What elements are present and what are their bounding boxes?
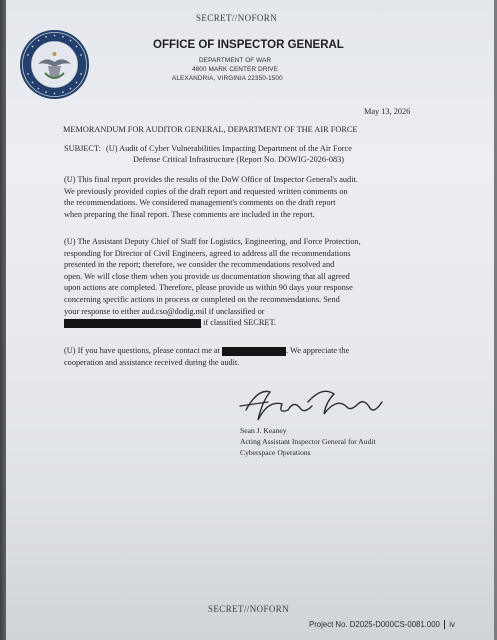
subject-label: SUBJECT:: [64, 144, 101, 153]
paragraph-3-part-1: (U) If you have questions, please contact me at: [64, 346, 220, 355]
paragraph-2-last-line: [64, 317, 276, 329]
paragraph-1-line: We previously provided copies of the draft report and requested written comments on: [64, 186, 348, 196]
letterhead-department: DEPARTMENT OF WAR: [199, 57, 272, 64]
classification-marking-top: SECRET//NOFORN: [196, 13, 278, 23]
letterhead-city: ALEXANDRIA, VIRGINIA 22350-1500: [172, 75, 283, 82]
paragraph-2-last-text: if classified SECRET.: [203, 318, 276, 328]
paragraph-2-line: concerning specific actions in process or completed on the recommendations. Send: [64, 295, 340, 304]
project-number: Project No. D2025-D000CS-0081.000: [309, 620, 440, 629]
letterhead-title: OFFICE OF INSPECTOR GENERAL: [153, 39, 344, 51]
paragraph-3: [64, 345, 484, 371]
memo-page: [6, 0, 494, 640]
signatory-name: Sean J. Keaney: [240, 426, 287, 435]
memo-date: May 13, 2026: [364, 107, 411, 116]
memo-for: MEMORANDUM FOR AUDITOR GENERAL, DEPARTMENT OF THE AIR FORCE: [63, 125, 358, 134]
paragraph-2-line: upon actions are completed. Therefore, please provide us within 90 days your response: [64, 283, 353, 293]
paragraph-3-line: cooperation and assistance received during the audit.: [64, 357, 240, 367]
paragraph-2-line: open. We will close them when you provide us documentation showing that all agreed: [64, 271, 350, 281]
paragraph-3-line: [64, 345, 349, 357]
footer: [309, 620, 455, 629]
paragraph-1-line: when preparing the final report. These comments are included in the report.: [64, 209, 315, 219]
subject-line-2: Defense Critical Infrastructure (Report No. DOWIG-2026-083): [133, 155, 345, 164]
paragraph-1-line: (U) This final report provides the results of the DoW Office of Inspector General's audit.: [64, 175, 358, 184]
paragraph-2-line: (U) The Assistant Deputy Chief of Staff for Logistics, Engineering, and Force Protection,: [64, 237, 361, 246]
paragraph-1-line: the recommendations. We considered management's comments on the draft report: [64, 198, 336, 208]
signatory-title-1: Acting Assistant Inspector General for Audit: [240, 437, 376, 446]
page-number: iv: [449, 620, 455, 629]
signatory-title-2: Cyberspace Operations: [240, 448, 311, 457]
classification-marking-bottom: SECRET//NOFORN: [208, 604, 290, 614]
redaction-block: [64, 319, 201, 328]
paragraph-1: [64, 174, 474, 224]
paragraph-2-line: your response to either aud.cso@dodig.mil if unclassified or: [64, 306, 265, 316]
paragraph-2: [64, 236, 484, 331]
footer-divider: [444, 620, 445, 629]
letterhead-street: 4800 MARK CENTER DRIVE: [192, 66, 279, 73]
paragraph-2-line: responding for Director of Civil Engineers, agreed to address all the recommendations: [64, 248, 351, 258]
handwritten-signature: [238, 380, 388, 428]
department-seal-icon: [19, 29, 90, 100]
paragraph-3-part-2: . We appreciate the: [286, 346, 350, 355]
subject-line-1: (U) Audit of Cyber Vulnerabilities Impacting Department of the Air Force: [106, 144, 352, 153]
redaction-block: [222, 347, 286, 356]
paragraph-2-line: presented in the report; therefore, we consider the recommendations resolved and: [64, 260, 335, 270]
